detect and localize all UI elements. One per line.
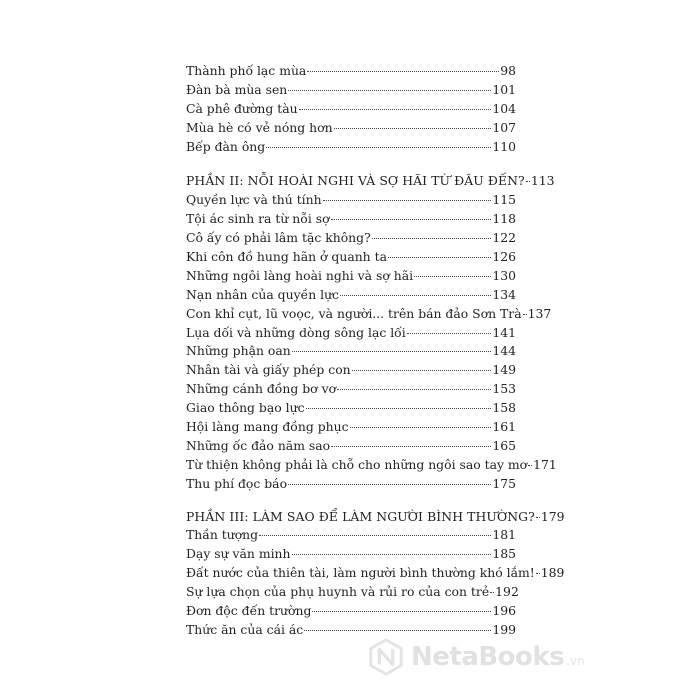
toc-entry	[186, 248, 516, 267]
toc-entry-title: Thức ăn của cái ác	[186, 621, 304, 637]
toc-entry	[186, 564, 565, 583]
dot-leader	[331, 446, 491, 447]
toc-entry-title: Đàn bà mùa sen	[186, 81, 288, 97]
toc-entry-title: Khi côn đồ hung hãn ở quanh ta	[186, 249, 387, 265]
toc-entry-title: Con khỉ cụt, lũ voọc, và người... trên bán đảo Sơn Trà	[186, 305, 522, 321]
toc-entry-page: 175	[492, 475, 516, 491]
toc-entry-page: 141	[492, 324, 516, 340]
part-title: PHẦN II: NỖI HOÀI NGHI VÀ SỢ HÃI TỪ ĐÂU ĐẾN?	[186, 173, 525, 189]
toc-entry-page: 98	[500, 63, 516, 78]
toc-entry-title: Đơn độc đến trường	[186, 603, 312, 619]
dot-leader	[536, 573, 540, 574]
toc-entry	[186, 583, 519, 602]
part-page: 179	[540, 508, 565, 524]
toc-entry-page: 161	[492, 419, 516, 435]
dot-leader	[334, 128, 492, 129]
toc-entry-page: 134	[492, 286, 516, 302]
toc-entry-title: Nạn nhân của quyền lực	[186, 286, 339, 302]
toc-entry-title: Đất nước của thiên tài, làm người bình thường khó lắm!	[186, 565, 535, 581]
toc-entry	[186, 399, 516, 418]
toc-entry	[186, 545, 516, 564]
toc-entry	[186, 191, 516, 210]
toc-entry	[186, 81, 516, 100]
toc-entry-page: 185	[492, 546, 516, 562]
toc-entry-title: Thu phí đọc báo	[186, 475, 288, 491]
dot-leader	[288, 484, 491, 485]
toc-entry-title: Những ngôi làng hoài nghi và sợ hãi	[186, 267, 414, 283]
toc-entry	[186, 119, 516, 138]
toc-entry-title: Lụa dối và những dòng sông lạc lối	[186, 324, 406, 340]
dot-leader	[299, 109, 492, 110]
dot-leader	[337, 389, 491, 390]
dot-leader	[414, 276, 491, 277]
toc-entry-title: Tội ác sinh ra từ nỗi sợ	[186, 211, 330, 227]
toc-entry-page: 149	[492, 362, 516, 378]
dot-leader	[340, 295, 491, 296]
dot-leader	[292, 554, 492, 555]
toc-entry-title: Hội làng mang đồng phục	[186, 419, 349, 435]
part-2-heading	[186, 172, 555, 191]
toc-entry-title: Dạy sự văn minh	[186, 546, 291, 562]
dot-leader	[523, 314, 527, 315]
toc-entry-page: 110	[492, 138, 516, 154]
netabooks-logo-icon	[367, 638, 405, 676]
toc-entry	[186, 286, 516, 305]
toc-entry-page: 126	[492, 249, 516, 265]
toc-entry-page: 196	[492, 603, 516, 619]
toc-entry-page: 153	[492, 381, 516, 397]
toc-entry-title: Cà phê đường tàu	[186, 100, 298, 116]
toc-entry	[186, 437, 516, 456]
toc-entry-page: 130	[492, 267, 516, 283]
dot-leader	[352, 370, 492, 371]
toc-entry	[186, 418, 516, 437]
toc-entry-title: Từ thiện không phải là chỗ cho những ngôi sao tay mơ	[186, 456, 528, 472]
entry-group-1	[186, 62, 516, 156]
toc-entry-title: Những phận oan	[186, 343, 291, 359]
toc-entry	[186, 62, 516, 81]
toc-entry	[186, 305, 552, 324]
toc-entry-page: 171	[533, 456, 557, 472]
toc-entry-title: Thành phố lạc mùa	[186, 63, 307, 78]
watermark	[367, 632, 585, 682]
dot-leader	[372, 238, 492, 239]
toc-entry	[186, 324, 516, 343]
toc-entry-page: 107	[492, 119, 516, 135]
watermark-brand: NetaBooks	[411, 642, 565, 672]
table-of-contents	[186, 62, 565, 640]
entry-group-2	[186, 191, 557, 493]
toc-entry	[186, 100, 516, 119]
toc-entry-page: 181	[492, 527, 516, 543]
toc-entry	[186, 210, 516, 229]
dot-leader	[259, 535, 491, 536]
toc-entry-title: Thần tượng	[186, 527, 259, 543]
entry-group-3	[186, 526, 565, 639]
toc-entry-page: 189	[540, 565, 565, 581]
toc-entry-title: Cô ấy có phải lâm tặc không?	[186, 230, 371, 246]
toc-entry-title: Giao thông bạo lực	[186, 400, 305, 416]
toc-entry-page: 137	[527, 305, 552, 321]
toc-entry	[186, 361, 516, 380]
dot-leader	[307, 71, 499, 72]
dot-leader	[292, 351, 492, 352]
dot-leader	[306, 408, 492, 409]
toc-entry	[186, 267, 516, 286]
part-page: 113	[530, 173, 555, 189]
dot-leader	[407, 333, 492, 334]
dot-leader	[490, 592, 494, 593]
toc-entry-page: 101	[492, 81, 516, 97]
dot-leader	[528, 465, 532, 466]
toc-entry-page: 115	[492, 192, 516, 208]
toc-entry	[186, 602, 516, 621]
toc-entry	[186, 475, 516, 494]
toc-entry	[186, 229, 516, 248]
toc-entry-title: Sự lựa chọn của phụ huynh và rủi ro của con trẻ	[186, 584, 490, 600]
part-3-heading	[186, 508, 565, 527]
toc-entry-title: Mùa hè có vẻ nóng hơn	[186, 119, 333, 135]
dot-leader	[288, 90, 491, 91]
toc-entry-title: Quyền lực và thú tính	[186, 192, 322, 208]
dot-leader	[388, 257, 491, 258]
toc-entry	[186, 342, 516, 361]
toc-entry-title: Bếp đàn ông	[186, 138, 266, 154]
dot-leader	[526, 181, 530, 182]
dot-leader	[331, 219, 492, 220]
toc-entry	[186, 380, 516, 399]
dot-leader	[304, 630, 491, 631]
toc-entry	[186, 526, 516, 545]
dot-leader	[312, 611, 491, 612]
toc-entry-page: 192	[495, 584, 519, 600]
toc-entry-page: 165	[492, 437, 516, 453]
dot-leader	[266, 147, 491, 148]
toc-entry-page: 158	[492, 400, 516, 416]
toc-entry-page: 104	[492, 100, 516, 116]
toc-entry-page: 122	[492, 230, 516, 246]
toc-entry-title: Những cánh đồng bơ vơ	[186, 381, 337, 397]
dot-leader	[323, 200, 492, 201]
toc-entry	[186, 456, 557, 475]
toc-entry	[186, 138, 516, 157]
toc-entry-page: 118	[492, 211, 516, 227]
toc-entry-page: 199	[492, 621, 516, 637]
toc-entry-title: Nhân tài và giấy phép con	[186, 362, 351, 378]
dot-leader	[350, 427, 492, 428]
watermark-suffix: .vn	[566, 654, 585, 668]
dot-leader	[536, 517, 540, 518]
toc-entry-page: 144	[492, 343, 516, 359]
part-title: PHẦN III: LÀM SAO ĐỂ LÀM NGƯỜI BÌNH THƯỜNG?	[186, 508, 535, 524]
toc-entry-title: Những ốc đảo năm sao	[186, 437, 331, 453]
